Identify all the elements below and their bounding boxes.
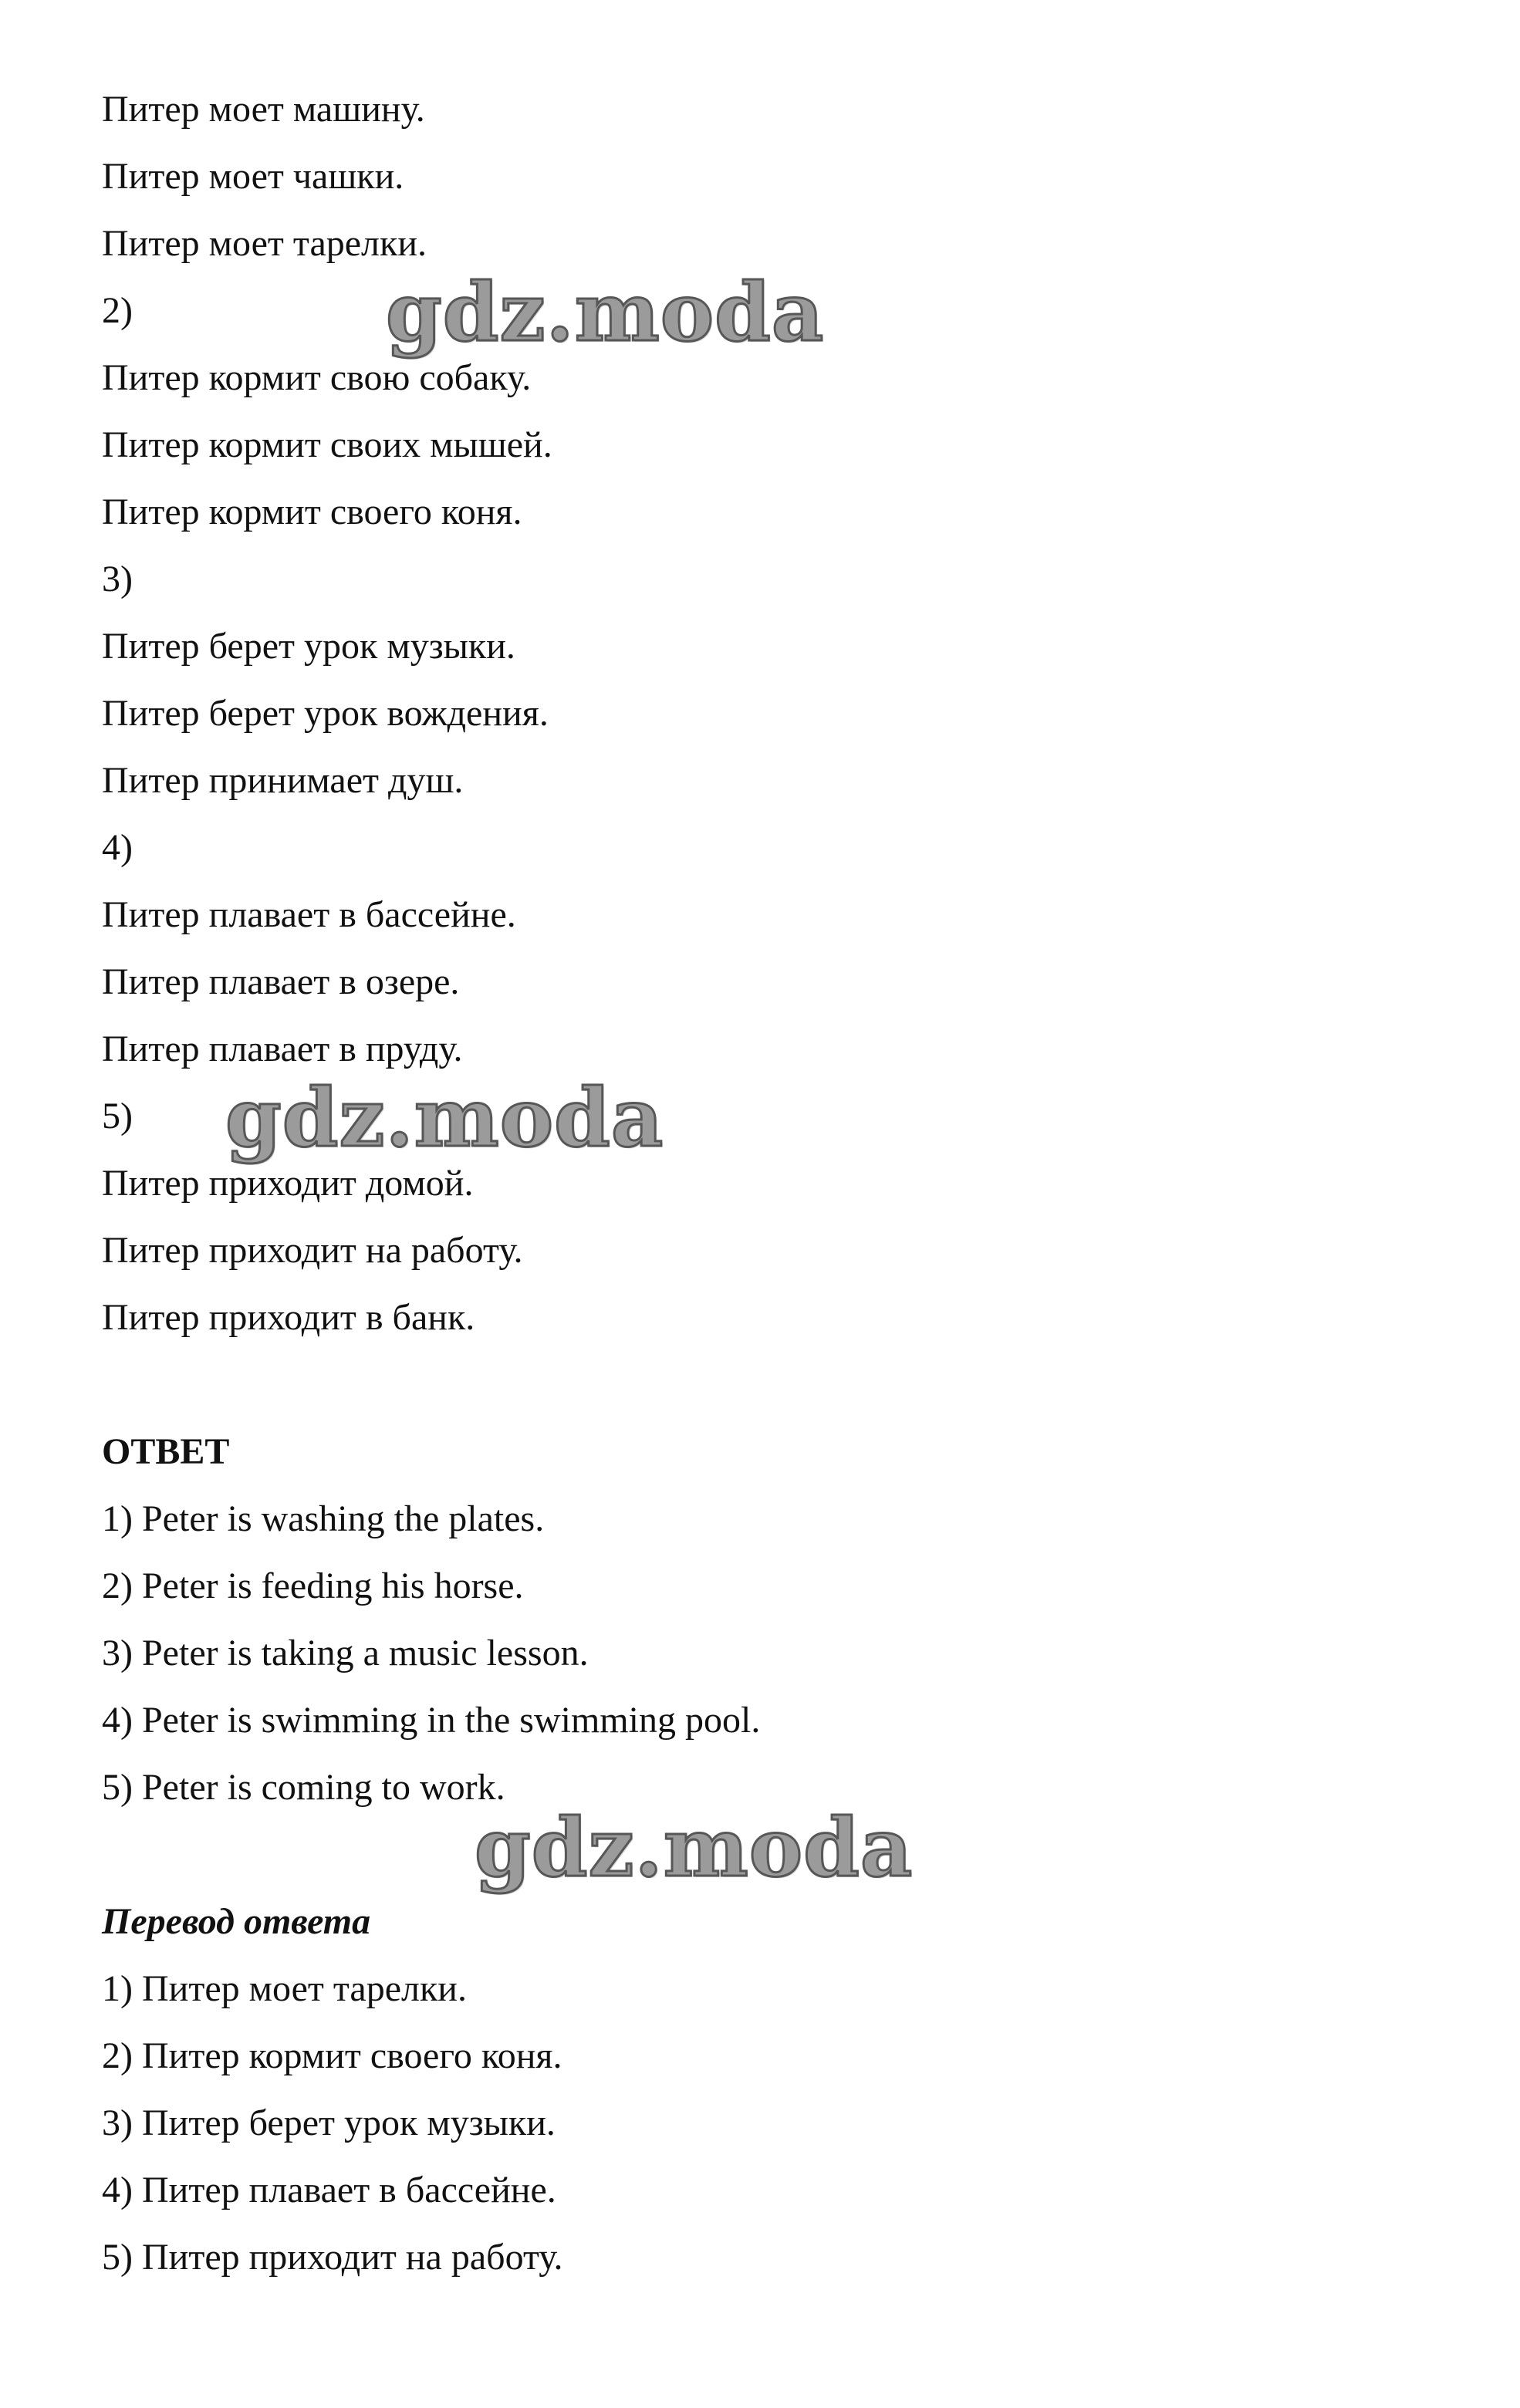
- translation-item: 5) Питер приходит на работу.: [102, 2237, 563, 2278]
- list-number: 4): [102, 827, 133, 868]
- text-line: Питер плавает в озере.: [102, 961, 460, 1002]
- text-line: Питер приходит домой.: [102, 1163, 474, 1204]
- text-line: Питер плавает в пруду.: [102, 1028, 463, 1069]
- text-line: Питер принимает душ.: [102, 760, 464, 801]
- translation-item: 1) Питер моет тарелки.: [102, 1968, 467, 2009]
- answer-item: 3) Peter is taking a music lesson.: [102, 1633, 589, 1673]
- translation-item: 4) Питер плавает в бассейне.: [102, 2170, 556, 2210]
- answer-item: 4) Peter is swimming in the swimming pool.: [102, 1700, 761, 1741]
- answer-heading: ОТВЕТ: [102, 1431, 230, 1472]
- answer-item: 5) Peter is coming to work.: [102, 1767, 505, 1808]
- text-line: Питер приходит на работу.: [102, 1230, 523, 1271]
- list-number: 2): [102, 290, 133, 331]
- text-line: Питер кормит своих мышей.: [102, 424, 552, 465]
- text-line: Питер берет урок вождения.: [102, 693, 549, 734]
- translation-item: 3) Питер берет урок музыки.: [102, 2102, 556, 2143]
- text-line: Питер плавает в бассейне.: [102, 894, 516, 935]
- text-line: Питер приходит в банк.: [102, 1297, 475, 1338]
- answer-item: 1) Peter is washing the plates.: [102, 1498, 545, 1539]
- text-line: Питер моет машину.: [102, 89, 425, 130]
- list-number: 3): [102, 559, 133, 599]
- answer-item: 2) Peter is feeding his horse.: [102, 1565, 524, 1606]
- text-line: Питер берет урок музыки.: [102, 626, 515, 667]
- text-line: Питер кормит своего коня.: [102, 491, 522, 532]
- list-number: 5): [102, 1096, 133, 1136]
- watermark-logo: gdz.moda: [475, 1800, 914, 1895]
- translation-heading: Перевод ответа: [102, 1901, 371, 1942]
- watermark-logo: gdz.moda: [386, 265, 825, 360]
- text-line: Питер моет тарелки.: [102, 223, 427, 264]
- text-line: Питер моет чашки.: [102, 156, 404, 197]
- text-line: Питер кормит свою собаку.: [102, 357, 532, 398]
- watermark-logo: gdz.moda: [225, 1070, 664, 1165]
- translation-item: 2) Питер кормит своего коня.: [102, 2035, 562, 2076]
